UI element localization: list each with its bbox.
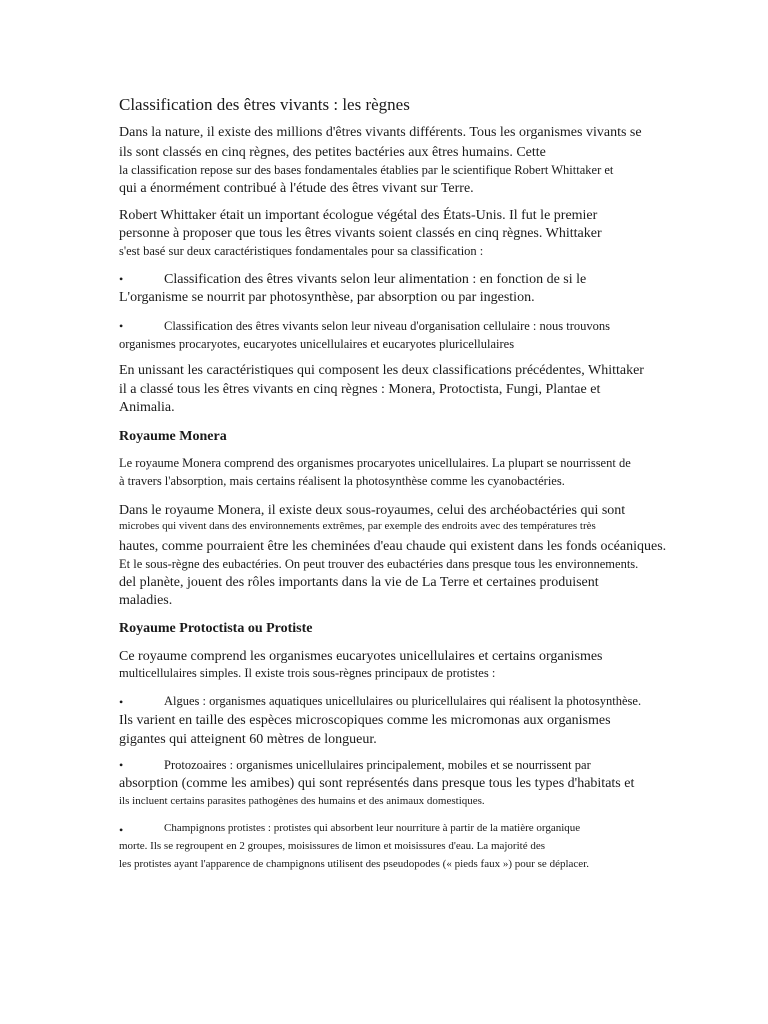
monera-line: del planète, jouent des rôles importants dans la vie de La Terre et certaines produisent xyxy=(119,575,599,590)
bullet-icon: • xyxy=(119,695,124,709)
protozoaires-line: ils incluent certains parasites pathogènes des humains et des animaux domestiques. xyxy=(119,795,485,807)
bullet-icon: • xyxy=(119,823,124,837)
section-heading-monera: Royaume Monera xyxy=(119,429,227,444)
whittaker-line: Robert Whittaker était un important écologue végétal des États-Unis. Il fut le premier xyxy=(119,208,598,223)
union-line: En unissant les caractéristiques qui composent les deux classifications précédentes, Whittaker xyxy=(119,363,644,378)
monera-line: à travers l'absorption, mais certains réalisent la photosynthèse comme les cyanobactéries. xyxy=(119,474,565,488)
champignons-line: morte. Ils se regroupent en 2 groupes, moisissures de limon et moisissures d'eau. La majorité des xyxy=(119,840,546,852)
monera-line: microbes qui vivent dans des environnements extrêmes, par exemple des endroits avec des températures très xyxy=(119,520,596,532)
whittaker-line: s'est basé sur deux caractéristiques fondamentales pour sa classification : xyxy=(119,244,484,258)
union-line: Animalia. xyxy=(119,400,175,415)
bullet-icon: • xyxy=(119,319,124,333)
section-heading-protoctista: Royaume Protoctista ou Protiste xyxy=(119,621,313,636)
protozoaires-first-line: Protozoaires : organismes unicellulaires principalement, mobiles et se nourrissent par xyxy=(164,758,591,772)
protoctista-line: multicellulaires simples. Il existe trois sous-règnes principaux de protistes : xyxy=(119,666,496,680)
criteria-item-line: L'organisme se nourrit par photosynthèse, par absorption ou par ingestion. xyxy=(119,290,535,305)
monera-line: maladies. xyxy=(119,593,173,608)
monera-line: Dans le royaume Monera, il existe deux sous-royaumes, celui des archéobactéries qui sont xyxy=(119,503,626,518)
criteria-item-first-line: Classification des êtres vivants selon leur alimentation : en fonction de si le xyxy=(164,272,587,287)
intro-line: qui a énormément contribué à l'étude des êtres vivant sur Terre. xyxy=(119,181,474,196)
intro-line: Dans la nature, il existe des millions d'êtres vivants différents. Tous les organismes vivants se xyxy=(119,125,642,140)
whittaker-line: personne à proposer que tous les êtres vivants soient classés en cinq règnes. Whittaker xyxy=(119,226,602,241)
monera-line: Et le sous-règne des eubactéries. On peut trouver des eubactéries dans presque tous les environnements. xyxy=(119,557,639,571)
criteria-item-first-line: Classification des êtres vivants selon leur niveau d'organisation cellulaire : nous trouvons xyxy=(164,319,611,333)
algues-first-line: Algues : organismes aquatiques unicellulaires ou pluricellulaires qui réalisent la photosynthèse. xyxy=(164,694,642,708)
bullet-icon: • xyxy=(119,758,124,772)
algues-line: Ils varient en taille des espèces microscopiques comme les micromonas aux organismes xyxy=(119,713,611,728)
champignons-line: les protistes ayant l'apparence de champignons utilisent des pseudopodes (« pieds faux ») pour se déplacer. xyxy=(119,858,589,870)
algues-line: gigantes qui atteignent 60 mètres de longueur. xyxy=(119,732,377,747)
champignons-first-line: Champignons protistes : protistes qui absorbent leur nourriture à partir de la matière organique xyxy=(164,822,581,834)
page-title: Classification des êtres vivants : les règnes xyxy=(119,95,410,114)
bullet-icon: • xyxy=(119,272,124,286)
union-line: il a classé tous les êtres vivants en cinq règnes : Monera, Protoctista, Fungi, Plantae et xyxy=(119,382,601,397)
intro-line: la classification repose sur des bases fondamentales établies par le scientifique Robert Whittaker et xyxy=(119,163,614,177)
monera-line: hautes, comme pourraient être les cheminées d'eau chaude qui existent dans les fonds océaniques. xyxy=(119,539,667,554)
criteria-item-line: organismes procaryotes, eucaryotes unicellulaires et eucaryotes pluricellulaires xyxy=(119,337,515,351)
protozoaires-line: absorption (comme les amibes) qui sont représentés dans presque tous les types d'habitats et xyxy=(119,776,635,791)
protoctista-line: Ce royaume comprend les organismes eucaryotes unicellulaires et certains organismes xyxy=(119,649,603,664)
intro-line: ils sont classés en cinq règnes, des petites bactéries aux êtres humains. Cette xyxy=(119,145,546,160)
monera-line: Le royaume Monera comprend des organismes procaryotes unicellulaires. La plupart se nourrissent de xyxy=(119,456,631,470)
